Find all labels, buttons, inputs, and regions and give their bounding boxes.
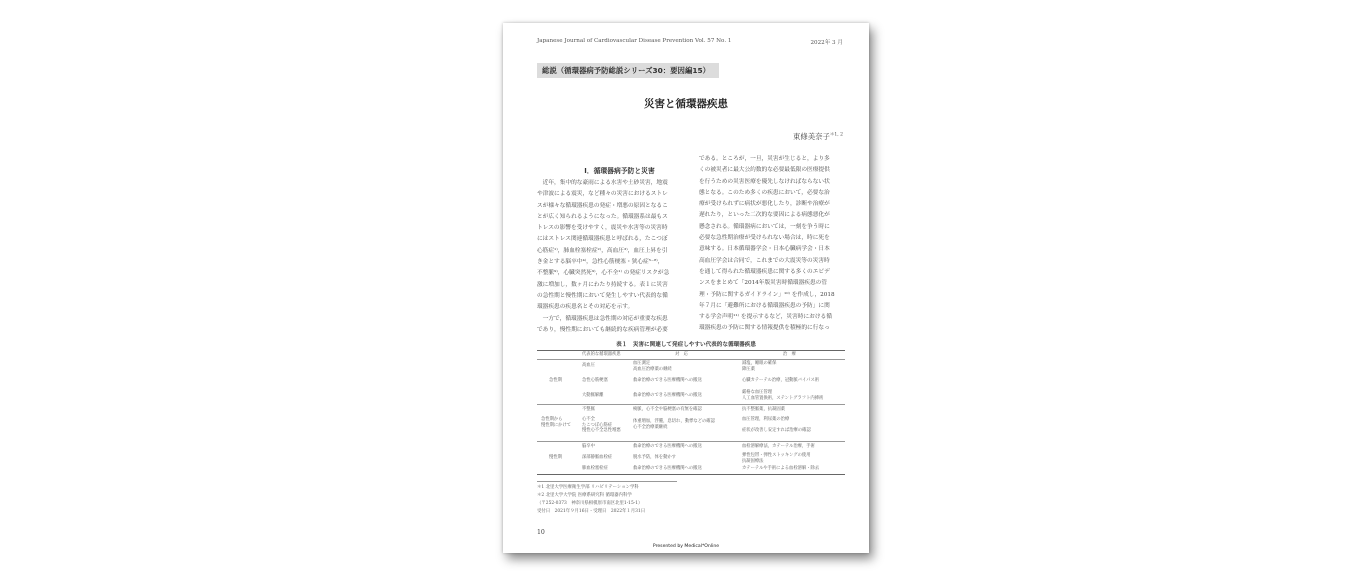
table-cell-disease: 心不全 たこつぼ心筋症 慢性心不全急性増悪 [582, 417, 621, 434]
table-phase-rule [537, 404, 845, 405]
body-text-line: 理・予防に関するガイドライン」¹⁰⁾ を作成し，2018 [699, 291, 835, 298]
table-cell-treatment: カテーテルや手術による血栓溶解・除去 [742, 466, 820, 471]
issue-date: 2022年 3 月 [810, 40, 843, 46]
body-text-line: である。ところが，一旦，災害が生じると，より多 [699, 156, 830, 162]
body-text-line: 必要な急性期治療が受けられない場合は，時に死を [699, 235, 830, 242]
table-cell-response: 体重増加，浮腫，息切れ，動悸などの確認 心不全治療薬継続 [633, 419, 715, 430]
table-header-disease: 代表的な循環器疾患 [582, 352, 621, 357]
footnote: 受付日 2021年９月16日・受理日 2022年１月31日 [537, 509, 646, 514]
table-header-treatment: 治 療 [783, 352, 796, 357]
table-cell-response: 救命治療のできる医療機関への搬送 [633, 444, 702, 449]
body-text-line: 態となる。このため多くの疾患において，必要な治 [699, 189, 830, 196]
body-text-line: トレスの影響を受けやすく，震災や水害等の災害時 [537, 225, 668, 232]
series-label: 総説（循環器病予防総説シリーズ30：要因編15） [537, 63, 719, 78]
body-text-line: する学会声明¹¹⁾ を提示するなど，災害時における循 [699, 314, 832, 321]
body-text-line: を通して得られた循環器疾患に関する多くのエビデ [699, 268, 830, 275]
author-affiliation-mark: ＊1, 2 [829, 132, 843, 138]
table-header-response: 対 応 [675, 352, 688, 357]
body-left-column [537, 178, 702, 336]
table-cell-phase: 急性期 [549, 378, 562, 383]
table-header-rule [537, 359, 845, 360]
body-text-line: 激に増加し，数ヶ月にわたり持続する。表１に災害 [537, 281, 668, 288]
table-cell-disease: 脳卒中 [582, 444, 595, 449]
table-cell-disease: 深部静脈血栓症 [582, 455, 613, 460]
body-text-line: にはストレス関連循環器疾患と呼ばれる，たこつぼ [537, 236, 668, 243]
body-text-line: を行うための災害医療を優先しなければならない状 [699, 178, 830, 185]
author-line [793, 131, 843, 142]
body-text-line: 近年，集中的な豪雨による水害や土砂災害，地震 [537, 180, 668, 186]
body-text-line: 療が受けられずに病状が悪化したり，診断や治療が [699, 201, 830, 208]
table-cell-phase: 急性期から 慢性期にかけて [541, 417, 572, 428]
table-cell-treatment: 抗不整脈薬，抗凝固薬 [742, 407, 785, 412]
body-text-line: 懸念される。循環器病においては，一刻を争う時に [699, 223, 830, 230]
table-cell-response: 検脈，心不全や脳梗塞の有無を確認 [633, 407, 702, 412]
section-heading: Ⅰ．循環器病予防と災害 [584, 167, 655, 175]
table-bottom-rule [537, 474, 845, 475]
body-text-line: スが様々な循環器疾患の発症・増悪の原因となるこ [537, 202, 668, 209]
body-text-line: や津波による震災，など種々の災害におけるストレ [537, 191, 668, 198]
footnote: （〒252-0373 神奈川県相模原市南区北里1-15-1） [537, 501, 643, 506]
body-text-line: とが広く知られるようになった。循環器系は最もス [537, 213, 668, 220]
table-phase-rule [537, 441, 845, 442]
body-text-line: 遅れたり，といった二次的な要因による病態悪化が [699, 212, 830, 219]
table-cell-treatment: 厳格な血圧管理 人工血管置換術，ステントグラフト内挿術 [742, 390, 824, 401]
body-right-column [699, 154, 849, 335]
publisher-footer: Presented by Medical*Online [652, 544, 720, 549]
body-text-line: 一方で，循環器疾患は急性期の対応が重要な疾患 [537, 315, 668, 322]
table-cell-treatment: 弾性包帯・弾性ストッキングの使用 抗凝固療法 [742, 453, 811, 464]
journal-page [503, 23, 869, 553]
table-cell-disease: 大動脈解離 [582, 393, 604, 398]
table-cell-response: 救命治療のできる医療機関への搬送 [633, 393, 702, 398]
disease-table [537, 350, 845, 476]
table-cell-disease: 肺血栓塞栓症 [582, 466, 608, 471]
table-cell-response: 脱水予防，体を動かす [633, 455, 676, 460]
author-name: 東條美奈子 [792, 132, 830, 141]
body-text-line: ンスをまとめて「2014年版災害時循環器疾患の管 [699, 280, 828, 287]
table-cell-treatment: 血圧管理，利尿薬の治療 症状が改善し安定すれば治療の確認 [742, 417, 811, 434]
journal-header: Japanese Journal of Cardiovascular Disease Prevention Vol. 57 No. 1 [537, 38, 732, 44]
table-cell-treatment: 減塩，睡眠の確保 降圧薬 [742, 361, 777, 372]
body-text-line: であり，慢性期においても継続的な疾病管理が必要 [537, 326, 668, 333]
table-cell-treatment: 心臓カテーテル治療，冠動脈バイパス術 [742, 378, 820, 383]
article-title: 災害と循環器疾患 [644, 98, 728, 110]
body-text-line: き金とする脳卒中⁴⁾，急性心筋梗塞・狭心症⁵⁻⁸⁾， [537, 259, 664, 266]
body-text-line: 高血圧学会は合同で，これまでの大震災等の災害時 [699, 257, 830, 264]
page-number: 10 [537, 529, 545, 536]
footnote: ＊1 北里大学医療衛生学部 リハビリテーション学科 [537, 485, 639, 490]
body-text-line: 環器疾患の予防に関する情報提供を積極的に行なっ [699, 325, 830, 332]
table-caption: 表１ 災害に関連して発症しやすい代表的な循環器疾患 [616, 342, 756, 348]
table-cell-response: 救命治療のできる医療機関への搬送 [633, 466, 702, 471]
table-cell-disease: 急性心筋梗塞 [582, 378, 608, 383]
footnote: ＊2 北里大学大学院 医療系研究科 循環器内科学 [537, 493, 632, 498]
body-text-line: の急性期と慢性期において発生しやすい代表的な循 [537, 292, 668, 299]
table-cell-phase: 慢性期 [549, 455, 562, 460]
footnote-rule [537, 481, 677, 482]
table-cell-disease: 高血圧 [582, 363, 595, 368]
table-cell-response: 救命治療のできる医療機関への搬送 [633, 378, 702, 383]
body-text-line: 意味する。日本循環器学会・日本心臓病学会・日本 [699, 246, 830, 253]
body-text-line: 年７月に「避難所における循環器疾患の予防」に関 [699, 302, 830, 309]
table-cell-response: 血圧測定 高血圧治療薬の継続 [633, 361, 672, 372]
table-cell-disease: 不整脈 [582, 407, 595, 412]
body-text-line: 不整脈⁹⁾，心臓突然死⁹⁾，心不全¹⁾ の発症リスクが急 [537, 270, 670, 277]
body-text-line: 環器疾患の疾患名とその対応を示す。 [537, 304, 634, 311]
table-cell-treatment: 血栓溶解療法，カテーテル治療，手術 [742, 444, 815, 449]
table-top-rule [537, 350, 845, 351]
body-text-line: 心筋症¹⁾，肺血栓塞栓症²⁾，高血圧³⁾，血圧上昇を引 [537, 247, 668, 254]
body-text-line: くの被災者に最大公約数的な必要最低限の医療提供 [699, 167, 830, 174]
